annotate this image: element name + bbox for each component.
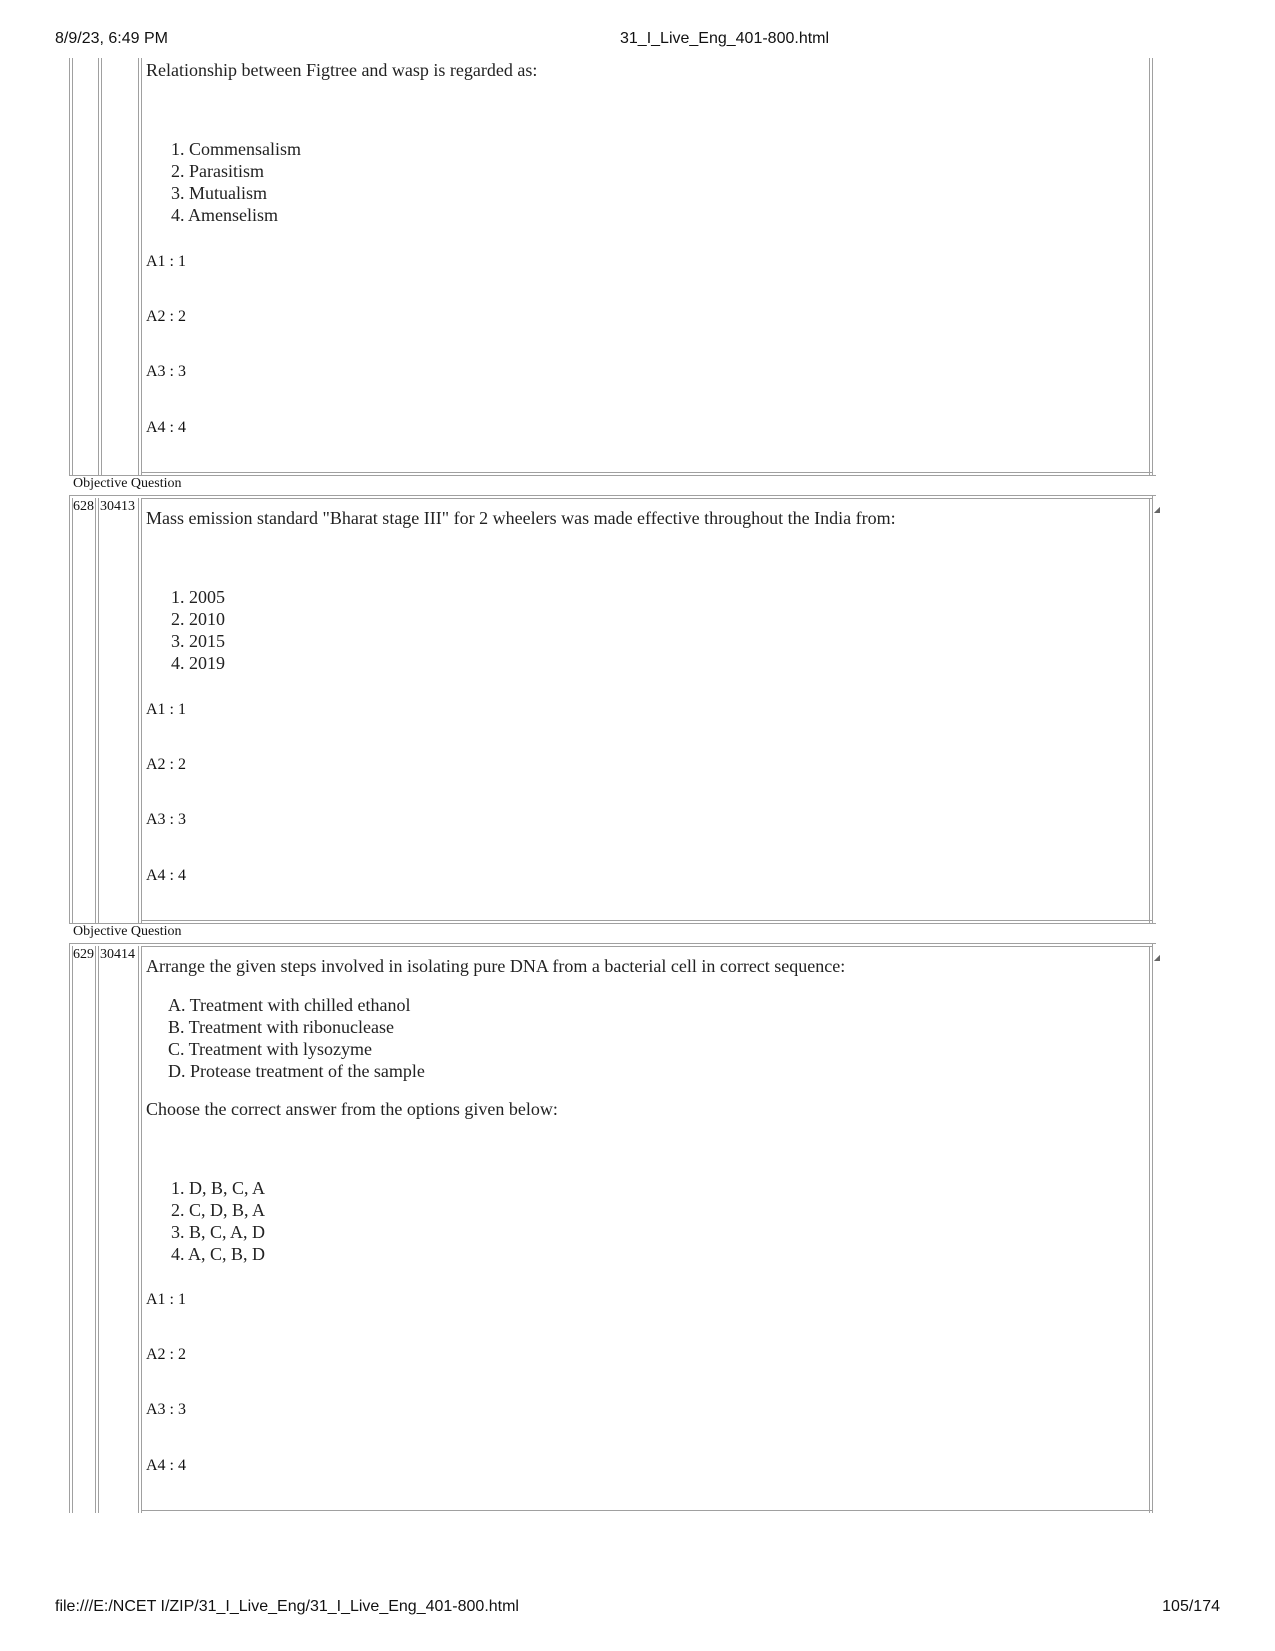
- cell-divider: [1149, 498, 1150, 923]
- option-item: 2. C, D, B, A: [171, 1200, 266, 1220]
- row-bottom-border: [69, 923, 1156, 924]
- cell-divider: [69, 58, 70, 475]
- option-item: 4. Amenselism: [171, 205, 278, 225]
- question-id: 30413: [100, 499, 135, 514]
- question-content: [146, 508, 1146, 674]
- print-footer: [0, 1598, 1275, 1620]
- question-stem: Mass emission standard "Bharat stage III" for 2 wheelers was made effective throughout the India from:: [146, 508, 896, 528]
- cell-bottom-border: [141, 1510, 1152, 1511]
- option-list: [171, 1177, 1146, 1265]
- cell-bottom-border: [141, 920, 1152, 921]
- cell-divider: [98, 58, 99, 475]
- cell-divider: [141, 498, 142, 923]
- option-item: 1. D, B, C, A: [171, 1178, 266, 1198]
- cell-divider: [72, 946, 73, 1513]
- cell-divider: [1149, 946, 1150, 1513]
- option-item: 1. 2005: [171, 587, 225, 607]
- answer-key: A4 : 4: [146, 419, 186, 436]
- cell-divider: [98, 498, 99, 923]
- option-item: 2. Parasitism: [171, 161, 264, 181]
- step-list: [168, 994, 1146, 1082]
- cell-divider: [1152, 943, 1153, 1513]
- option-item: 2. 2010: [171, 609, 225, 629]
- question-instruction: Choose the correct answer from the options given below:: [146, 1099, 558, 1119]
- cell-divider: [1152, 58, 1153, 475]
- answer-key: A1 : 1: [146, 701, 186, 718]
- answer-key: A2 : 2: [146, 756, 186, 773]
- question-number: 629: [73, 947, 94, 962]
- answer-key: A1 : 1: [146, 253, 186, 270]
- cell-divider: [1152, 495, 1153, 923]
- question-content: [146, 60, 1146, 226]
- cell-divider: [98, 946, 99, 1513]
- answer-key-list: [146, 1291, 1146, 1491]
- question-stem: Arrange the given steps involved in isolating pure DNA from a bacterial cell in correct sequence:: [146, 956, 846, 976]
- question-content: [146, 956, 1146, 1265]
- file-path: file:///E:/NCET I/ZIP/31_I_Live_Eng/31_I_Live_Eng_401-800.html: [55, 1598, 519, 1615]
- cell-divider: [138, 498, 139, 923]
- print-datetime: 8/9/23, 6:49 PM: [55, 30, 168, 47]
- answer-key-list: [146, 701, 1146, 901]
- answer-key: A2 : 2: [146, 1346, 186, 1363]
- question-type-label: Objective Question: [73, 476, 182, 491]
- cell-divider: [69, 495, 70, 923]
- row-bottom-border: [69, 475, 1156, 476]
- question-type-label: Objective Question: [73, 924, 182, 939]
- cell-divider: [141, 58, 142, 475]
- answer-key-list: [146, 253, 1146, 453]
- cell-bottom-border: [141, 472, 1152, 473]
- option-item: 1. Commensalism: [171, 139, 301, 159]
- step-item: B. Treatment with ribonuclease: [168, 1017, 394, 1037]
- print-header: [0, 30, 1275, 52]
- cell-divider: [138, 946, 139, 1513]
- question-id: 30414: [100, 947, 135, 962]
- option-item: 4. A, C, B, D: [171, 1244, 266, 1264]
- step-item: C. Treatment with lysozyme: [168, 1039, 372, 1059]
- option-item: 3. Mutualism: [171, 183, 268, 203]
- answer-key: A3 : 3: [146, 811, 186, 828]
- cell-divider: [138, 58, 139, 475]
- resize-handle-icon: ◢: [1153, 953, 1160, 962]
- answer-key: A4 : 4: [146, 1457, 186, 1474]
- document-title: 31_I_Live_Eng_401-800.html: [620, 30, 830, 47]
- cell-divider: [101, 58, 102, 475]
- answer-key: A3 : 3: [146, 1401, 186, 1418]
- row-top-border: [69, 943, 1156, 944]
- answer-key: A4 : 4: [146, 867, 186, 884]
- option-item: 3. 2015: [171, 631, 225, 651]
- question-number: 628: [73, 499, 94, 514]
- cell-divider: [72, 58, 73, 475]
- answer-key: A2 : 2: [146, 308, 186, 325]
- step-item: D. Protease treatment of the sample: [168, 1061, 425, 1081]
- cell-divider: [95, 498, 96, 923]
- answer-key: A1 : 1: [146, 1291, 186, 1308]
- option-list: [171, 586, 1146, 674]
- cell-divider: [141, 946, 142, 1513]
- cell-divider: [69, 943, 70, 1513]
- cell-top-border: [141, 498, 1152, 499]
- option-item: 3. B, C, A, D: [171, 1222, 266, 1242]
- resize-handle-icon: ◢: [1153, 505, 1160, 514]
- cell-divider: [95, 946, 96, 1513]
- cell-top-border: [141, 946, 1152, 947]
- cell-divider: [1149, 58, 1150, 475]
- question-stem: Relationship between Figtree and wasp is regarded as:: [146, 60, 538, 80]
- page-indicator: 105/174: [1162, 1598, 1220, 1615]
- step-item: A. Treatment with chilled ethanol: [168, 995, 411, 1015]
- option-list: [171, 138, 1146, 226]
- answer-key: A3 : 3: [146, 363, 186, 380]
- option-item: 4. 2019: [171, 653, 225, 673]
- cell-divider: [72, 498, 73, 923]
- row-top-border: [69, 495, 1156, 496]
